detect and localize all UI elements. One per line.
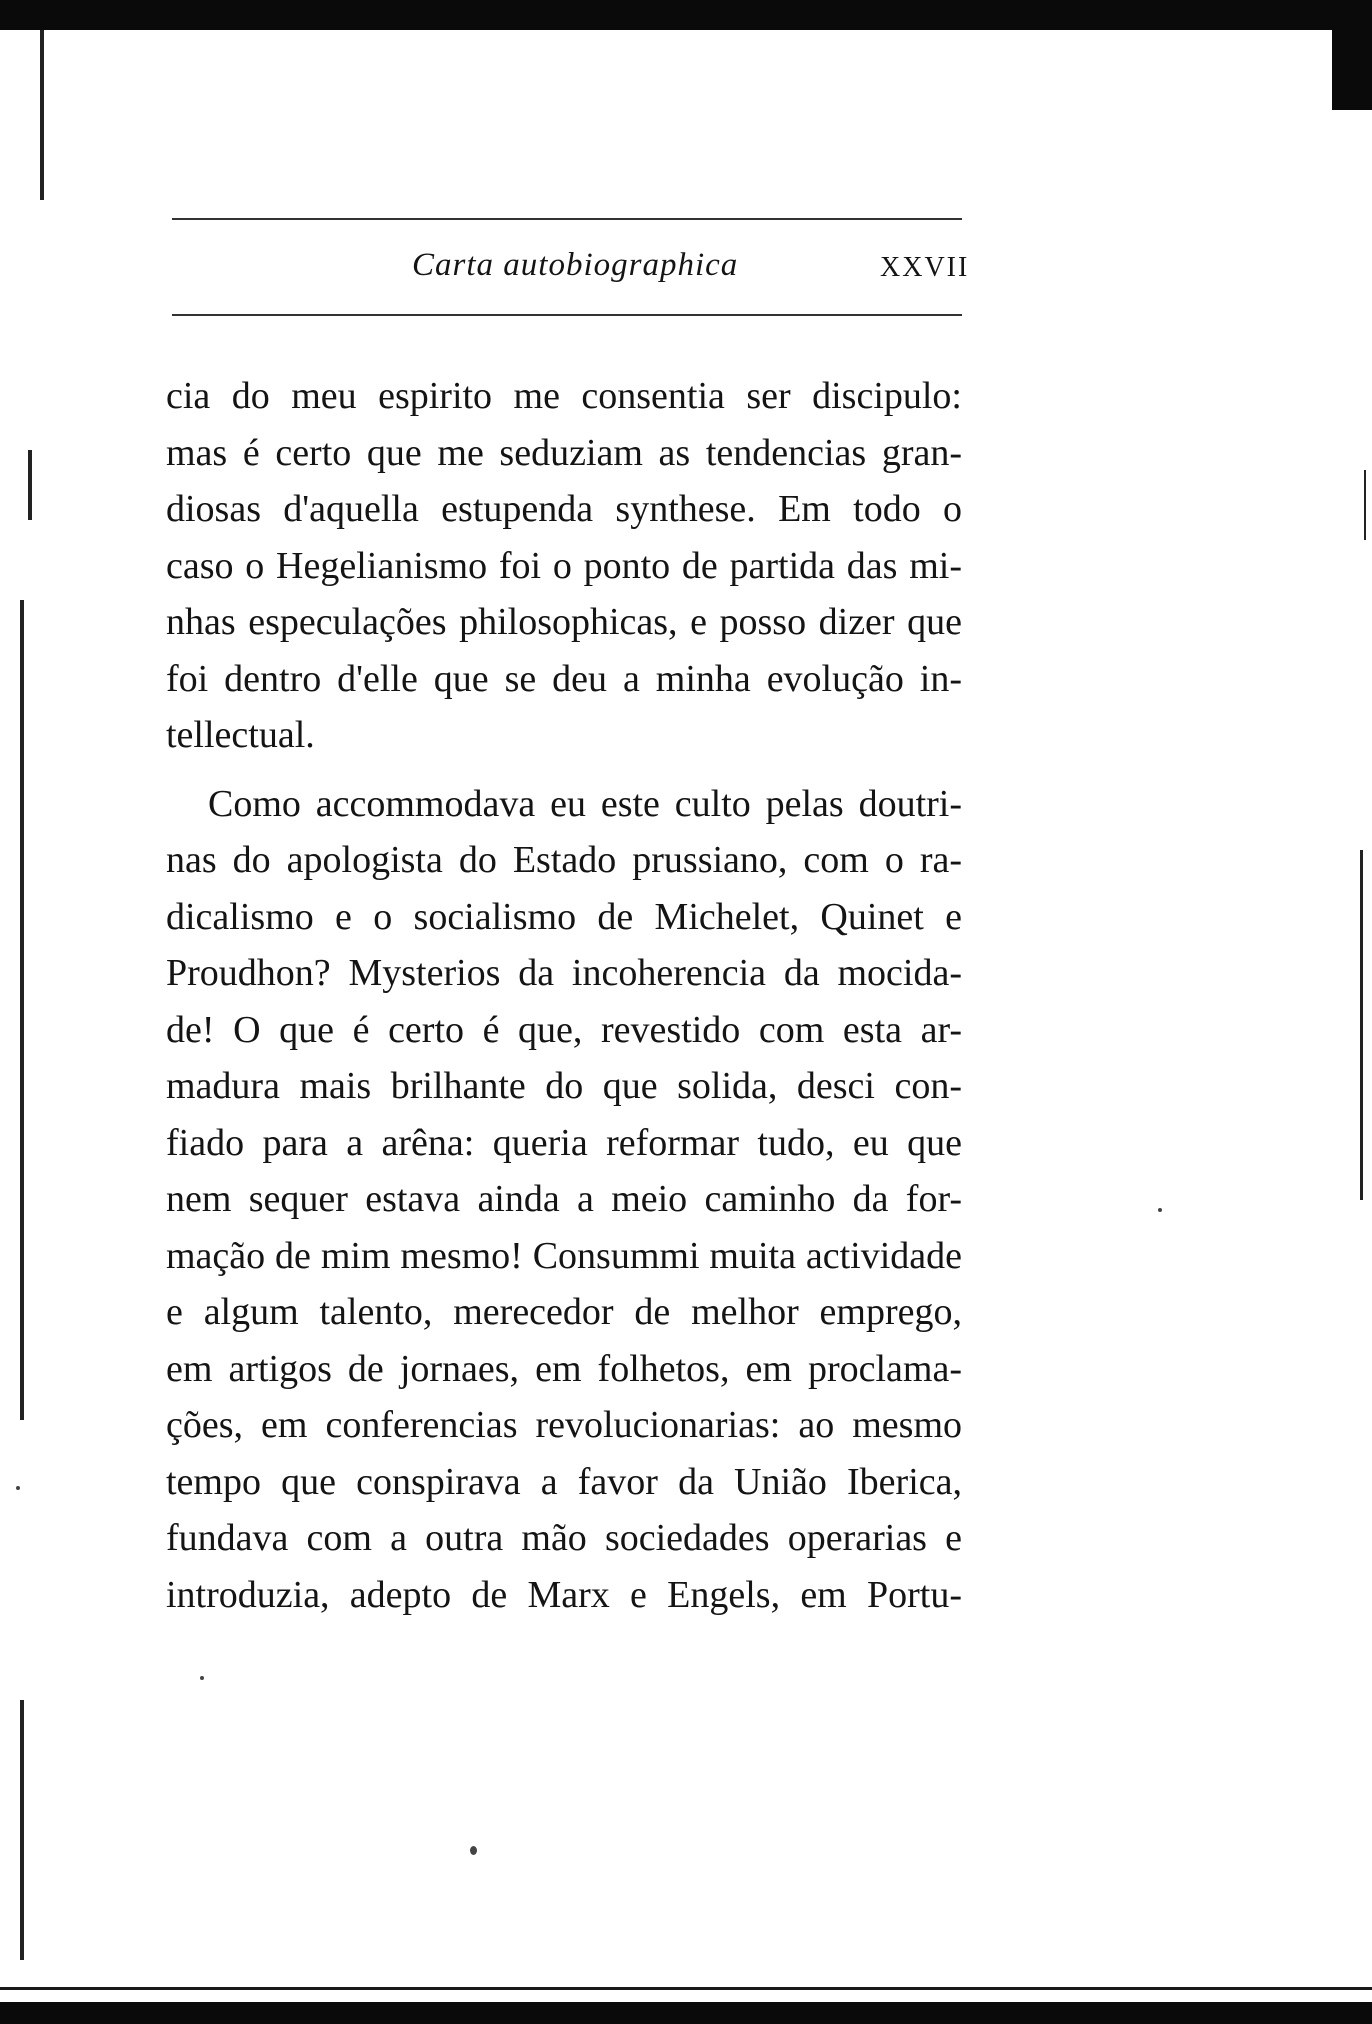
text-line: tellectual. bbox=[166, 714, 315, 756]
speck bbox=[200, 1676, 204, 1680]
scan-mark-left-bottom bbox=[20, 1700, 24, 1960]
text-line: mação de mim mesmo! Consummi muita actividade bbox=[166, 1234, 962, 1277]
text-line: em artigos de jornaes, em folhetos, em proclama- bbox=[166, 1347, 962, 1390]
speck bbox=[16, 1486, 20, 1490]
text-line: Como accommodava eu este culto pelas doutri- bbox=[208, 782, 962, 825]
scan-mark-right-top bbox=[1364, 470, 1366, 540]
scan-mark-left-long bbox=[20, 600, 24, 1420]
text-line: diosas d'aquella estupenda synthese. Em todo o bbox=[166, 488, 962, 530]
scan-mark-right-mid bbox=[1360, 850, 1363, 1200]
speck bbox=[470, 1846, 477, 1855]
text-line: fundava com a outra mão sociedades operarias e bbox=[166, 1517, 962, 1559]
text-line: ções, em conferencias revolucionarias: ao mesmo bbox=[166, 1404, 962, 1446]
scan-line-bottom bbox=[0, 1987, 1372, 1990]
text-line: mas é certo que me seduziam as tendencias gran- bbox=[166, 431, 962, 474]
paragraph-2 bbox=[166, 776, 962, 1624]
text-line: de! O que é certo é que, revestido com esta ar- bbox=[166, 1008, 962, 1051]
page-number: XXVII bbox=[880, 252, 970, 283]
text-line: tempo que conspirava a favor da União Iberica, bbox=[166, 1460, 962, 1503]
header-rule-bottom bbox=[172, 314, 962, 316]
scan-border-top-corner bbox=[1332, 20, 1372, 110]
scan-mark-left-mid bbox=[28, 450, 32, 520]
text-line: e algum talento, merecedor de melhor emprego, bbox=[166, 1291, 962, 1333]
text-line: Proudhon? Mysterios da incoherencia da mocida- bbox=[166, 952, 962, 994]
text-line: caso o Hegelianismo foi o ponto de partida das mi- bbox=[166, 544, 962, 587]
speck bbox=[1158, 1208, 1162, 1212]
paragraph-1 bbox=[166, 368, 962, 764]
text-line: fiado para a arêna: queria reformar tudo, eu que bbox=[166, 1121, 962, 1164]
text-line: nhas especulações philosophicas, e posso dizer que bbox=[166, 601, 962, 643]
header-rule-top bbox=[172, 218, 962, 220]
text-line: nas do apologista do Estado prussiano, com o ra- bbox=[166, 839, 962, 881]
text-line: foi dentro d'elle que se deu a minha evolução in- bbox=[166, 657, 962, 700]
scan-border-bottom bbox=[0, 2002, 1372, 2024]
text-line: dicalismo e o socialismo de Michelet, Quinet e bbox=[166, 895, 962, 938]
text-line: madura mais brilhante do que solida, desci con- bbox=[166, 1065, 962, 1107]
scan-border-top bbox=[0, 0, 1372, 30]
running-title: Carta autobiographica bbox=[412, 247, 739, 283]
scan-mark-left-top bbox=[40, 30, 44, 200]
text-line: introduzia, adepto de Marx e Engels, em Portu- bbox=[166, 1573, 962, 1616]
text-line: cia do meu espirito me consentia ser discipulo: bbox=[166, 375, 962, 417]
body-text bbox=[166, 368, 962, 1623]
text-line: nem sequer estava ainda a meio caminho da for- bbox=[166, 1178, 962, 1220]
